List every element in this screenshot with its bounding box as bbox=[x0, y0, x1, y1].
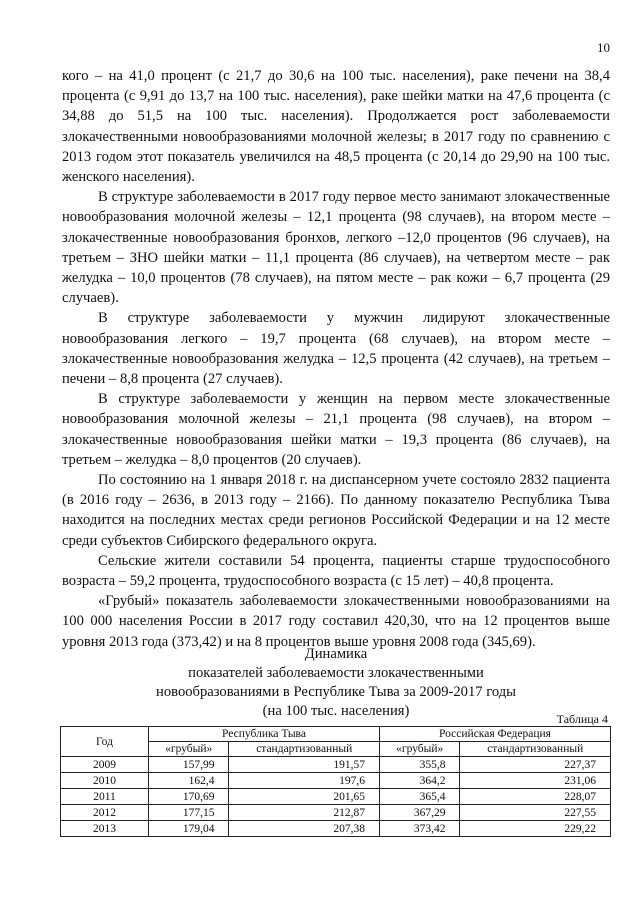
cell-value: 229,22 bbox=[460, 821, 611, 837]
cell-value: 227,37 bbox=[460, 757, 611, 773]
paragraph: Сельские жители составили 54 процента, пациенты старше трудоспособного возраста – 59,2 процента, трудоспособного возраста (с 15 лет) – 40,8 процента. bbox=[62, 552, 610, 590]
cell-value: 207,38 bbox=[229, 821, 380, 837]
table-row bbox=[61, 805, 611, 821]
cell-value: 231,06 bbox=[460, 773, 611, 789]
cell-year: 2012 bbox=[61, 805, 149, 821]
cell-value: 157,99 bbox=[149, 757, 229, 773]
caption-title: Динамика bbox=[304, 646, 368, 662]
paragraph: «Грубый» показатель заболеваемости злокачественными новообразованиями на 100 000 населения России в 2017 году составил 420,30, что на 12 процентов выше уровня 2013 года (373,42) и на 8 процентов выше уровня 2008 года (345,69). bbox=[62, 593, 610, 650]
cell-value: 170,69 bbox=[149, 789, 229, 805]
caption-line: показателей заболеваемости злокачественными bbox=[188, 665, 484, 681]
header-tyva: Республика Тыва bbox=[149, 727, 380, 742]
paragraph: По состоянию на 1 января 2018 г. на диспансерном учете состояло 2832 пациента (в 2016 году – 2636, в 2013 году – 2166). По данному показателю Республика Тыва находится на последних местах среди регионов Российской Федерации и на 12 месте среди субъектов Сибирского федерального округа. bbox=[62, 472, 610, 549]
cell-year: 2011 bbox=[61, 789, 149, 805]
caption-units: (на 100 тыс. населения) bbox=[262, 703, 410, 719]
paragraph: В структуре заболеваемости у мужчин лидируют злокачественные новообразования легкого – 19,7 процента (68 случаев), на втором месте – злокачественные новообразования желудка – 12,5 процента (42 случаев), на третьем – печени – 8,8 процента (27 случаев). bbox=[62, 310, 610, 388]
cell-value: 212,87 bbox=[229, 805, 380, 821]
cell-value: 191,57 bbox=[229, 757, 380, 773]
cell-value: 373,42 bbox=[379, 821, 459, 837]
cell-value: 201,65 bbox=[229, 789, 380, 805]
cell-value: 162,4 bbox=[149, 773, 229, 789]
cell-value: 367,29 bbox=[379, 805, 459, 821]
table-row bbox=[61, 821, 611, 837]
header-russia: Российская Федерация bbox=[379, 727, 610, 742]
header-standardized: стандартизованный bbox=[229, 742, 380, 757]
cell-value: 197,6 bbox=[229, 773, 380, 789]
cell-value: 179,04 bbox=[149, 821, 229, 837]
table-header-row bbox=[61, 727, 611, 742]
cell-year: 2010 bbox=[61, 773, 149, 789]
cell-value: 227,55 bbox=[460, 805, 611, 821]
cell-year: 2009 bbox=[61, 757, 149, 773]
cell-value: 365,4 bbox=[379, 789, 459, 805]
paragraph: В структуре заболеваемости в 2017 году первое место занимают злокачественные новообразования молочной железы – 12,1 процента (98 случаев), на втором месте – злокачественные новообразования бронхов, легкого –12,0 процентов (96 случаев), на третьем – ЗНО шейки матки – 11,1 процента (86 случаев), на четвертом месте – рак желудка – 10,0 процентов (78 случаев), на пятом месте – рак кожи – 6,7 процента (29 случаев). bbox=[62, 189, 610, 307]
cell-value: 177,15 bbox=[149, 805, 229, 821]
table-row bbox=[61, 757, 611, 773]
table-row bbox=[61, 789, 611, 805]
cell-value: 355,8 bbox=[379, 757, 459, 773]
table-label: Таблица 4 bbox=[556, 712, 608, 726]
cell-value: 364,2 bbox=[379, 773, 459, 789]
paragraph: В структуре заболеваемости у женщин на первом месте злокачественные новообразования молочной железы – 21,1 процента (98 случаев), на втором – злокачественные новообразования шейки матки – 19,3 процента (86 случаев), на третьем – желудка – 8,0 процентов (20 случаев). bbox=[62, 391, 610, 468]
header-standardized: стандартизованный bbox=[460, 742, 611, 757]
paragraph: кого – на 41,0 процент (с 21,7 до 30,6 на 100 тыс. населения), раке печени на 38,4 процента (с 9,91 до 13,7 на 100 тыс. населения), раке шейки матки на 47,6 процента (с 34,88 до 51,5 на 100 тыс. населения). Продолжается рост заболеваемости злокачественными новообразованиями молочной железы; в 2017 году по сравнению с 2013 годом этот показатель увеличился на 48,5 процента (с 20,14 до 29,90 на 100 тыс. женского населения). bbox=[62, 68, 610, 186]
header-crude: «грубый» bbox=[379, 742, 459, 757]
table-caption bbox=[62, 645, 610, 721]
page-number: 10 bbox=[597, 40, 610, 55]
header-year: Год bbox=[61, 727, 149, 757]
incidence-table bbox=[60, 726, 611, 837]
body-text bbox=[62, 66, 610, 652]
caption-line: новообразованиями в Республике Тыва за 2009-2017 годы bbox=[156, 684, 516, 700]
cell-value: 228,07 bbox=[460, 789, 611, 805]
header-crude: «грубый» bbox=[149, 742, 229, 757]
cell-year: 2013 bbox=[61, 821, 149, 837]
table-row bbox=[61, 773, 611, 789]
